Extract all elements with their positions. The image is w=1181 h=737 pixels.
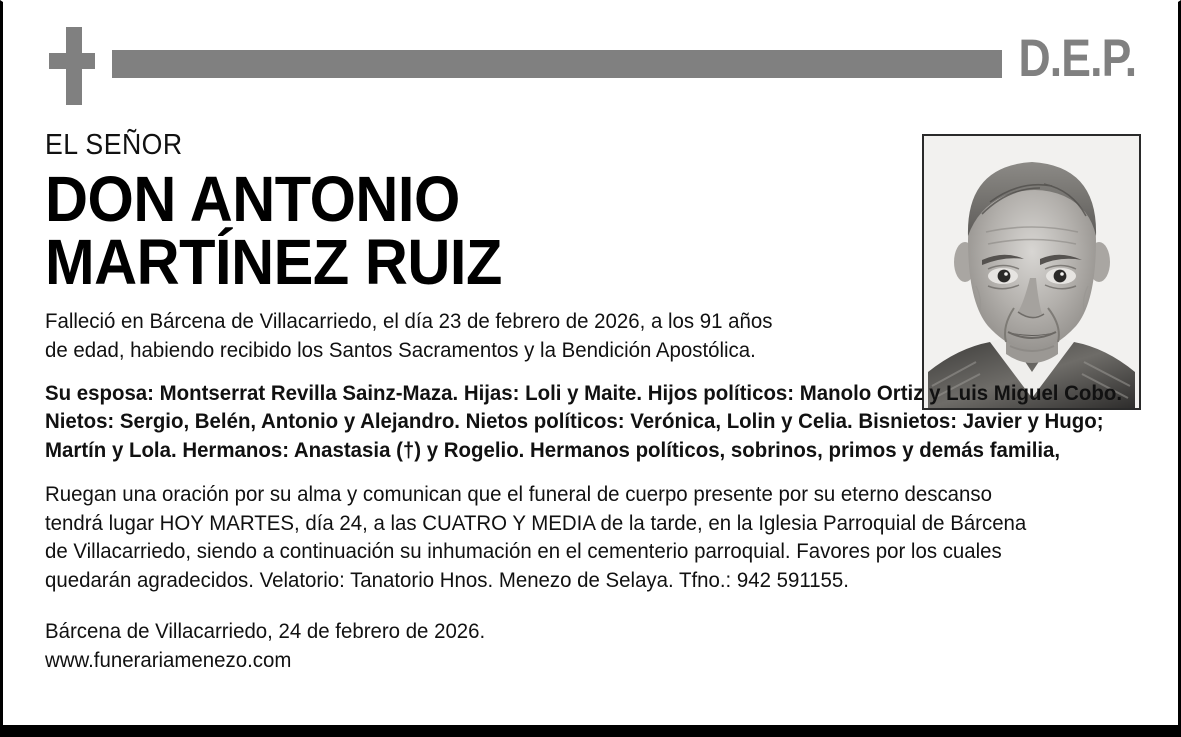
funeral-home-website[interactable]: www.funerariamenezo.com xyxy=(45,648,292,673)
family-paragraph xyxy=(45,379,1123,465)
notice-inner xyxy=(3,2,1178,725)
family-line-1: Su esposa: Montserrat Revilla Sainz-Maza. Hijas: Loli y Maite. Hijos políticos: Manolo Ortiz y Luis Miguel Cobo. xyxy=(45,380,1123,405)
deceased-name xyxy=(45,162,1063,298)
family-line-2: Nietos: Sergio, Belén, Antonio y Alejandro. Nietos políticos: Verónica, Lolin y Celia. Bisnietos: Javier y Hugo; xyxy=(45,409,1104,434)
death-paragraph xyxy=(45,307,872,364)
family-line-3: Martín y Lola. Hermanos: Anastasia (†) y Rogelio. Hermanos políticos, sobrinos, primos y demás familia, xyxy=(45,437,1061,462)
service-line-1: Ruegan una oración por su alma y comunican que el funeral de cuerpo presente por su eterno descanso xyxy=(45,482,992,507)
service-paragraph xyxy=(45,480,1085,594)
honorific-label: EL SEÑOR xyxy=(45,129,183,161)
deceased-name-line-2: MARTÍNEZ RUIZ xyxy=(45,225,502,298)
header-band xyxy=(45,24,1136,106)
death-line-1: Falleció en Bárcena de Villacarriedo, el día 23 de febrero de 2026, a los 91 años xyxy=(45,309,773,334)
dep-abbreviation: D.E.P. xyxy=(1018,29,1136,88)
death-line-2: de edad, habiendo recibido los Santos Sacramentos y la Bendición Apostólica. xyxy=(45,337,756,362)
service-line-4: quedarán agradecidos. Velatorio: Tanatorio Hnos. Menezo de Selaya. Tfno.: 942 591155. xyxy=(45,568,849,593)
notice-content xyxy=(45,130,1140,676)
header-divider-rule xyxy=(112,50,1002,78)
footer-block xyxy=(45,617,1085,676)
cross-icon xyxy=(49,27,95,105)
cross-horizontal-bar xyxy=(49,53,95,69)
service-line-2: tendrá lugar HOY MARTES, día 24, a las CUATRO Y MEDIA de la tarde, en la Iglesia Parroquial de Bárcena xyxy=(45,510,1027,535)
footer-location-date: Bárcena de Villacarriedo, 24 de febrero de 2026. xyxy=(45,618,486,643)
deceased-name-line-1: DON ANTONIO xyxy=(45,162,460,235)
service-line-3: de Villacarriedo, siendo a continuación su inhumación en el cementerio parroquial. Favores por los cuales xyxy=(45,539,1002,564)
